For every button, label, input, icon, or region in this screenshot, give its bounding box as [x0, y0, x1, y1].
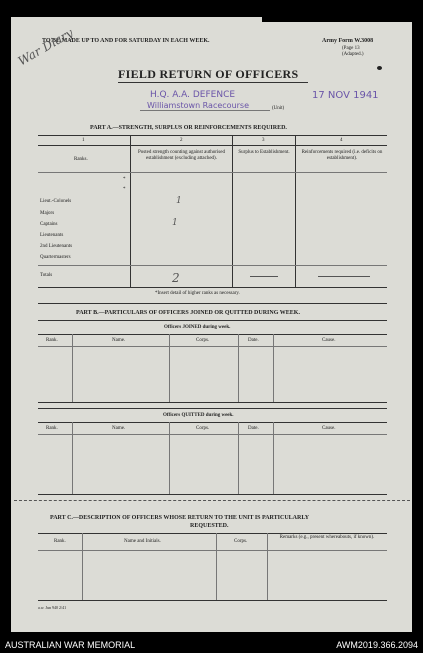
- joined-col-name: Name.: [112, 338, 126, 343]
- rank-majors: Majors: [40, 211, 55, 216]
- col-number-3: 3: [262, 138, 265, 143]
- totals-label: Totals: [40, 273, 53, 278]
- date-stamp: 17 NOV 1941: [312, 90, 379, 101]
- page-reference: (Page 13: [342, 46, 360, 51]
- part-c-col-name: Name and Initials.: [124, 539, 161, 544]
- rank-lieut-colonels: Lieut.-Colonels: [40, 199, 72, 204]
- printer-mark: a.w. Jun 940 2/41: [38, 605, 67, 610]
- footer-accession-number: AWM2019.366.2094: [336, 640, 418, 650]
- part-c-col-remarks: Remarks (e.g., present whereabouts, if known).: [279, 535, 375, 540]
- footer-institution: AUSTRALIAN WAR MEMORIAL: [5, 640, 136, 650]
- quitted-col-date: Date.: [248, 426, 259, 431]
- quitted-col-rank: Rank.: [46, 426, 58, 431]
- adapted-note: (Adapted.): [342, 52, 364, 57]
- joined-heading: Officers JOINED during week.: [164, 325, 231, 330]
- col-number-2: 2: [180, 138, 183, 143]
- posted-strength-header: Posted strength counting against authorised establishment (excluding attached).: [138, 150, 225, 161]
- joined-col-rank: Rank.: [46, 338, 58, 343]
- pencil-note: War Diary: [15, 25, 76, 69]
- form-number: Army Form W.3008: [322, 38, 374, 44]
- rank-quartermasters: Quartermasters: [40, 255, 71, 260]
- rank-2nd-lieutenants: 2nd Lieutenants: [40, 244, 73, 249]
- quitted-col-cause: Cause.: [322, 426, 336, 431]
- col-number-1: 1: [82, 138, 85, 143]
- quitted-heading: Officers QUITTED during week.: [163, 413, 234, 418]
- joined-col-cause: Cause.: [322, 338, 336, 343]
- ranks-header: Ranks.: [74, 157, 88, 162]
- place-stamp: Williamstown Racecourse: [147, 101, 250, 110]
- instruction-text: TO BE MADE UP TO AND FOR SATURDAY IN EACH WEEK.: [42, 38, 210, 44]
- part-c-heading: PART C.—DESCRIPTION OF OFFICERS WHOSE RETURN TO THE UNIT IS PARTICULARLY: [50, 515, 310, 521]
- part-c-heading-cont: REQUESTED.: [190, 523, 229, 529]
- part-b-heading: PART B.—PARTICULARS OF OFFICERS JOINED OR QUITTED DURING WEEK.: [76, 310, 300, 316]
- entry-captains: 1: [172, 218, 178, 228]
- reinforcements-header: Reinforcements required (i.e. deficits on establishment).: [301, 150, 383, 161]
- surplus-header: Surplus to Establishment.: [238, 150, 290, 155]
- total-value: 2: [172, 271, 180, 285]
- joined-col-corps: Corps.: [196, 338, 210, 343]
- quitted-col-name: Name.: [112, 426, 126, 431]
- punch-hole: [377, 66, 382, 70]
- unit-label: (Unit): [272, 106, 285, 111]
- part-c-col-rank: Rank.: [54, 539, 66, 544]
- unit-stamp: H.Q. A.A. DEFENCE: [150, 90, 236, 100]
- rank-captains: Captains: [40, 222, 58, 227]
- torn-edge: [262, 10, 412, 22]
- joined-col-date: Date.: [248, 338, 259, 343]
- quitted-col-corps: Corps.: [196, 426, 210, 431]
- entry-lieut-colonels: 1: [176, 196, 182, 206]
- part-a-heading: PART A.—STRENGTH, SURPLUS OR REINFORCEMENTS REQUIRED.: [90, 125, 287, 131]
- rank-lieutenants: Lieutenants: [40, 233, 64, 238]
- form-title: FIELD RETURN OF OFFICERS: [118, 67, 299, 81]
- perforation-line: [14, 500, 410, 501]
- part-c-col-corps: Corps.: [234, 539, 248, 544]
- part-a-footnote: *Insert detail of higher ranks as necessary.: [155, 291, 240, 296]
- col-number-4: 4: [340, 138, 343, 143]
